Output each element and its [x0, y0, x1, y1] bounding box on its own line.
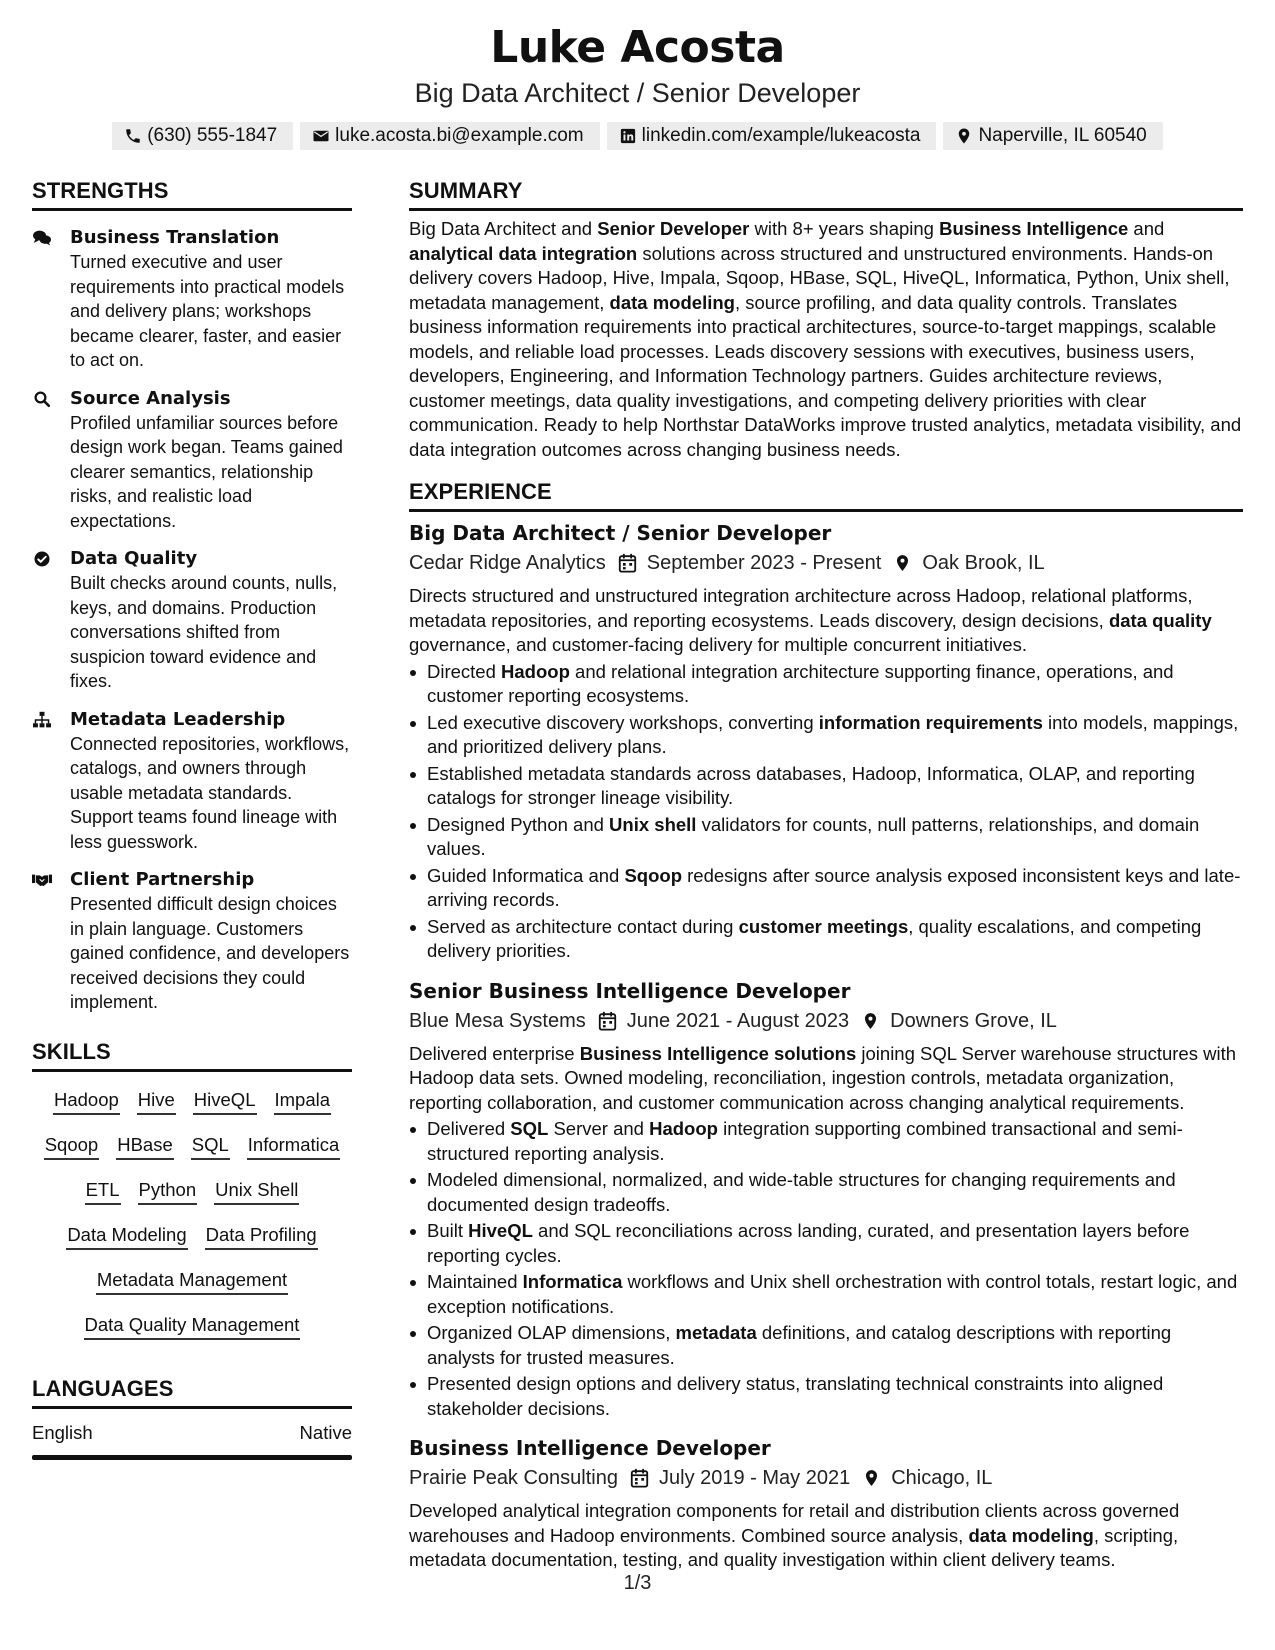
skill-row [32, 1088, 352, 1115]
job-description: Developed analytical integration components for retail and distribution clients across governed warehouses and Hadoop environments. Combined source analysis, data modeling, scripting, metadata documentation, testing, and quality investigation within client delivery teams. [409, 1500, 1180, 1570]
job-bullet: Delivered SQL Server and Hadoop integration supporting combined transactional and semi-structured reporting analysis. [409, 1117, 1243, 1166]
strength-title: Metadata Leadership [70, 708, 286, 730]
contact-linkedin[interactable] [607, 122, 937, 150]
job-title: Big Data Architect / Senior Developer [409, 521, 832, 545]
skills-list [32, 1088, 352, 1340]
skill-tag: Informatica [247, 1133, 341, 1160]
left-column [32, 176, 352, 1460]
language-proficiency-bar [32, 1455, 352, 1460]
skill-row [32, 1178, 352, 1205]
skill-row [32, 1268, 352, 1295]
skill-tag: Hadoop [53, 1088, 120, 1115]
strength-description: Connected repositories, workflows, catalogs, and owners through usable metadata standards. Support teams found lineage with less guesswork. [70, 733, 350, 852]
company-name: Prairie Peak Consulting [409, 1467, 618, 1489]
skill-tag: HBase [116, 1133, 174, 1160]
job-bullet: Designed Python and Unix shell validators for counts, null patterns, relationships, and domain values. [409, 813, 1243, 862]
job-bullets [409, 1117, 1243, 1421]
skill-tag: Sqoop [44, 1133, 100, 1160]
experience-entry [409, 518, 1243, 964]
page-number: 1/3 [623, 1572, 652, 1594]
job-description: Directs structured and unstructured integration architecture across Hadoop, relational platforms, metadata repositories, and reporting ecosystems. Leads discovery, design decisions, data quality governance, and customer-facing delivery for multiple concurrent initiatives. [409, 585, 1212, 655]
strength-description: Built checks around counts, nulls, keys, and domains. Production conversations shifted from suspicion toward evidence and fixes. [70, 573, 338, 691]
skill-tag: Impala [274, 1088, 332, 1115]
strength-description: Profiled unfamiliar sources before design work began. Teams gained clearer semantics, relationship risks, and realistic load expectations. [70, 412, 343, 531]
company-name: Cedar Ridge Analytics [409, 552, 606, 574]
resume-header [0, 22, 1275, 150]
comments-icon [32, 225, 70, 373]
strength-item [32, 707, 352, 855]
strength-title: Client Partnership [70, 869, 255, 890]
job-bullet: Served as architecture contact during customer meetings, quality escalations, and competing delivery priorities. [409, 915, 1243, 964]
strength-title: Business Translation [70, 227, 280, 248]
contact-phone[interactable] [112, 122, 293, 150]
company-name: Blue Mesa Systems [409, 1009, 586, 1032]
strength-description: Presented difficult design choices in plain language. Customers gained confidence, and developers received decisions they could implement. [70, 894, 350, 1012]
job-bullet: Led executive discovery workshops, converting information requirements into models, mappings, and prioritized delivery plans. [409, 711, 1243, 760]
job-bullets [409, 660, 1243, 964]
contact-location-text: Naperville, IL 60540 [978, 125, 1147, 146]
strength-item [32, 386, 352, 534]
search-icon [32, 386, 70, 534]
job-description: Delivered enterprise Business Intelligence solutions joining SQL Server warehouse structures with Hadoop data sets. Owned modeling, reconciliation, ingestion controls, metadata organization, reporting collaboration, and customer communication across changing analytical requirements. [409, 1042, 1237, 1113]
sitemap-icon [32, 707, 70, 855]
job-meta [409, 1463, 1243, 1493]
language-name: English [32, 1421, 93, 1443]
calendar-icon [618, 1468, 659, 1488]
strength-description: Turned executive and user requirements into practical models and delivery plans; workshops became clearer, faster, and easier to act on. [70, 252, 345, 370]
job-bullet: Guided Informatica and Sqoop redesigns after source analysis exposed inconsistent keys and late-arriving records. [409, 864, 1243, 913]
job-title: Senior Business Intelligence Developer [409, 978, 851, 1003]
skill-tag: Python [138, 1178, 198, 1205]
right-column [409, 176, 1243, 1585]
skill-tag: Unix Shell [214, 1178, 299, 1205]
language-level: Native [299, 1421, 352, 1443]
contact-linkedin-text: linkedin.com/example/lukeacosta [641, 125, 921, 146]
strength-item [32, 867, 352, 1015]
contact-email[interactable] [300, 122, 599, 150]
job-bullet: Established metadata standards across databases, Hadoop, Informatica, OLAP, and reporting catalogs for stronger lineage visibility. [409, 762, 1243, 811]
experience-heading: EXPERIENCE [409, 477, 1243, 512]
skills-heading: SKILLS [32, 1037, 352, 1072]
job-title: Business Intelligence Developer [409, 1436, 771, 1460]
strengths-heading: STRENGTHS [32, 176, 352, 211]
languages-heading: LANGUAGES [32, 1374, 352, 1409]
strength-title: Data Quality [70, 548, 198, 569]
skill-tag: Data Profiling [205, 1223, 318, 1250]
envelope-icon [312, 127, 330, 145]
skill-tag: HiveQL [193, 1088, 257, 1115]
summary-heading: SUMMARY [409, 176, 1243, 211]
skill-tag: Data Modeling [66, 1223, 187, 1250]
skill-tag: SQL [191, 1133, 230, 1160]
job-dates: September 2023 - Present [646, 552, 882, 574]
job-bullet: Built HiveQL and SQL reconciliations across landing, curated, and presentation layers before reporting cycles. [409, 1219, 1243, 1268]
skill-tag: Hive [137, 1088, 176, 1115]
language-item [32, 1419, 352, 1445]
calendar-icon [586, 1011, 627, 1031]
map-pin-icon [850, 1468, 891, 1488]
job-meta [409, 1006, 1243, 1036]
strength-title: Source Analysis [70, 387, 231, 409]
skill-tag: ETL [85, 1178, 121, 1205]
strength-item [32, 225, 352, 373]
job-location: Oak Brook, IL [922, 552, 1045, 574]
skill-row [32, 1313, 352, 1340]
contact-location [943, 122, 1162, 150]
linkedin-icon [619, 127, 637, 145]
job-bullet: Organized OLAP dimensions, metadata definitions, and catalog descriptions with reporting analysts for trusted measures. [409, 1321, 1243, 1370]
map-pin-icon [955, 127, 973, 145]
contact-bar [0, 122, 1275, 150]
candidate-name: Luke Acosta [490, 22, 785, 73]
map-pin-icon [881, 553, 922, 573]
job-bullet: Modeled dimensional, normalized, and wide-table structures for changing requirements and documented design tradeoffs. [409, 1168, 1243, 1217]
skill-tag: Data Quality Management [84, 1313, 301, 1340]
experience-entry [409, 976, 1243, 1422]
contact-phone-text: (630) 555-1847 [147, 125, 278, 146]
phone-icon [124, 127, 142, 145]
job-location: Chicago, IL [891, 1467, 993, 1489]
job-dates: June 2021 - August 2023 [626, 1009, 850, 1032]
skill-tag: Metadata Management [96, 1268, 288, 1295]
job-meta [409, 548, 1243, 578]
experience-entry [409, 1433, 1243, 1573]
summary-text: Big Data Architect and Senior Developer with 8+ years shaping Business Intelligence and analytical data integration solutions across structured and unstructured environments. Hands-on delivery covers Hadoop, Hive, Impala, Sqoop, HBase, SQL, HiveQL, Informatica, Python, Unix shell, metadata management, data modeling, source profiling, and data quality controls. Translates business information requirements into practical architectures, source-to-target mappings, scalable models, and reliable load processes. Leads discovery sessions with executives, business users, developers, Engineering, and Information Technology partners. Guides architecture reviews, customer meetings, data quality investigations, and competing delivery priorities with clear communication. Ready to help Northstar DataWorks improve trusted analytics, metadata visibility, and data integration outcomes across changing business needs. [409, 218, 1242, 460]
job-bullet: Presented design options and delivery status, translating technical constraints into aligned stakeholder decisions. [409, 1372, 1243, 1421]
job-bullet: Directed Hadoop and relational integration architecture supporting finance, operations, and customer reporting ecosystems. [409, 660, 1243, 709]
skill-row [32, 1133, 352, 1160]
skill-row [32, 1223, 352, 1250]
contact-email-text: luke.acosta.bi@example.com [335, 125, 584, 146]
calendar-icon [606, 553, 647, 573]
job-location: Downers Grove, IL [890, 1009, 1057, 1032]
map-pin-icon [849, 1011, 890, 1031]
strength-item [32, 546, 352, 694]
handshake-icon [32, 867, 70, 1015]
check-circle-icon [32, 546, 70, 694]
job-bullet: Maintained Informatica workflows and Unix shell orchestration with control totals, restart logic, and exception notifications. [409, 1270, 1243, 1319]
job-dates: July 2019 - May 2021 [659, 1467, 851, 1489]
candidate-title: Big Data Architect / Senior Developer [414, 78, 861, 108]
